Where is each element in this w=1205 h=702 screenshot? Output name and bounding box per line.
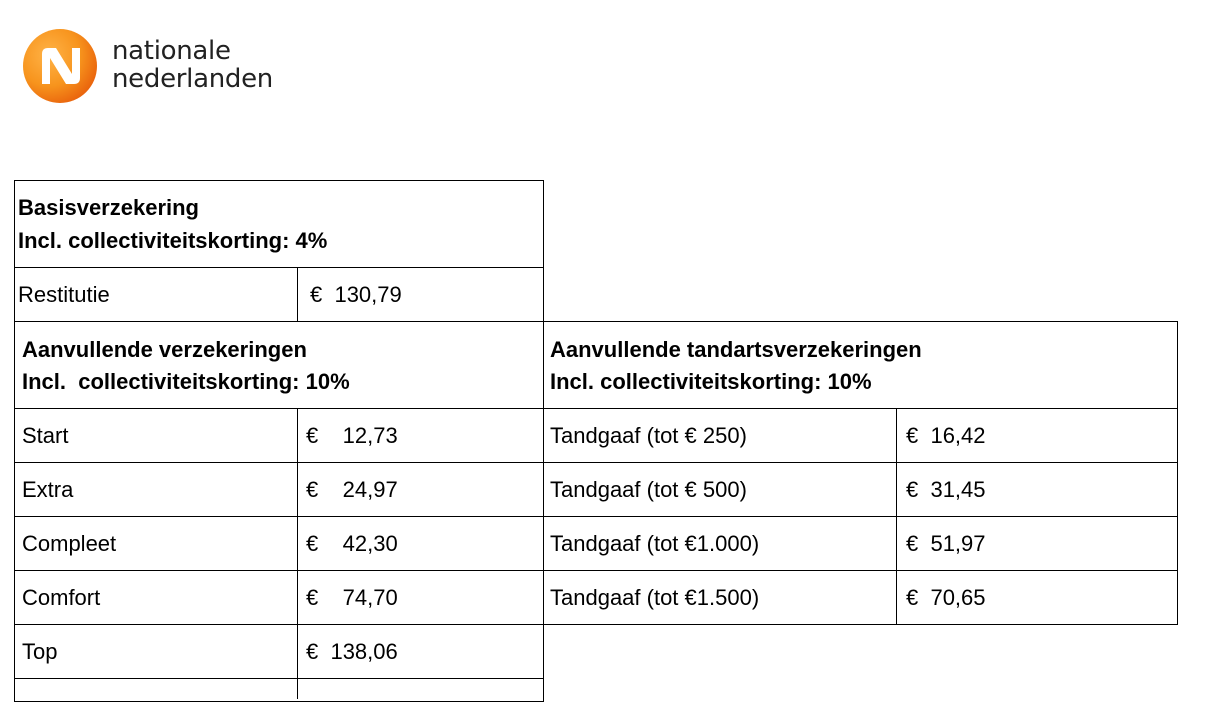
aanvullend-row-price: € 138,06: [306, 639, 398, 664]
nn-logo-icon: [22, 28, 98, 104]
divider: [543, 570, 1178, 571]
divider: [14, 678, 544, 679]
aanvullend-row-label: Comfort: [22, 585, 101, 610]
divider: [14, 624, 544, 625]
tandarts-row-label: Tandgaaf (tot €1.000): [550, 531, 760, 556]
basis-row-price: € 130,79: [310, 282, 402, 307]
tandarts-row-label: Tandgaaf (tot €1.500): [550, 585, 760, 610]
logo-text-line1: nationale: [112, 36, 231, 66]
tandarts-discount: Incl. collectiviteitskorting: 10%: [550, 369, 872, 394]
column-divider: [896, 408, 897, 624]
divider: [14, 570, 544, 571]
tandarts-row-price: € 16,42: [906, 423, 986, 448]
aanvullend-row-price: € 42,30: [306, 531, 398, 556]
column-divider: [297, 408, 298, 699]
aanvullend-row-price: € 12,73: [306, 423, 398, 448]
divider: [14, 516, 544, 517]
divider: [14, 321, 544, 322]
logo-wordmark: [112, 37, 273, 93]
aanvullend-row-label: Top: [22, 639, 58, 664]
basis-title: Basisverzekering: [18, 195, 199, 220]
divider: [543, 408, 1178, 409]
aanvullend-row-price: € 74,70: [306, 585, 398, 610]
aanvullend-row-label: Start: [22, 423, 69, 448]
basis-row-label: Restitutie: [18, 282, 110, 307]
tandarts-row-price: € 51,97: [906, 531, 986, 556]
divider: [14, 408, 544, 409]
divider: [14, 267, 544, 268]
tandarts-title: Aanvullende tandartsverzekeringen: [550, 337, 922, 362]
aanvullend-title: Aanvullende verzekeringen: [22, 337, 307, 362]
aanvullend-row-label: Extra: [22, 477, 74, 502]
divider: [14, 462, 544, 463]
nationale-nederlanden-logo: [22, 28, 282, 108]
logo-text-line2: nederlanden: [112, 64, 273, 94]
column-divider: [297, 267, 298, 321]
tandarts-row-price: € 70,65: [906, 585, 986, 610]
tandarts-row-label: Tandgaaf (tot € 500): [550, 477, 747, 502]
basis-discount: Incl. collectiviteitskorting: 4%: [18, 228, 328, 253]
divider: [543, 516, 1178, 517]
aanvullend-row-price: € 24,97: [306, 477, 398, 502]
divider: [543, 462, 1178, 463]
tandarts-row-label: Tandgaaf (tot € 250): [550, 423, 747, 448]
aanvullend-discount: Incl. collectiviteitskorting: 10%: [22, 369, 350, 394]
tandarts-row-price: € 31,45: [906, 477, 986, 502]
aanvullend-row-label: Compleet: [22, 531, 117, 556]
